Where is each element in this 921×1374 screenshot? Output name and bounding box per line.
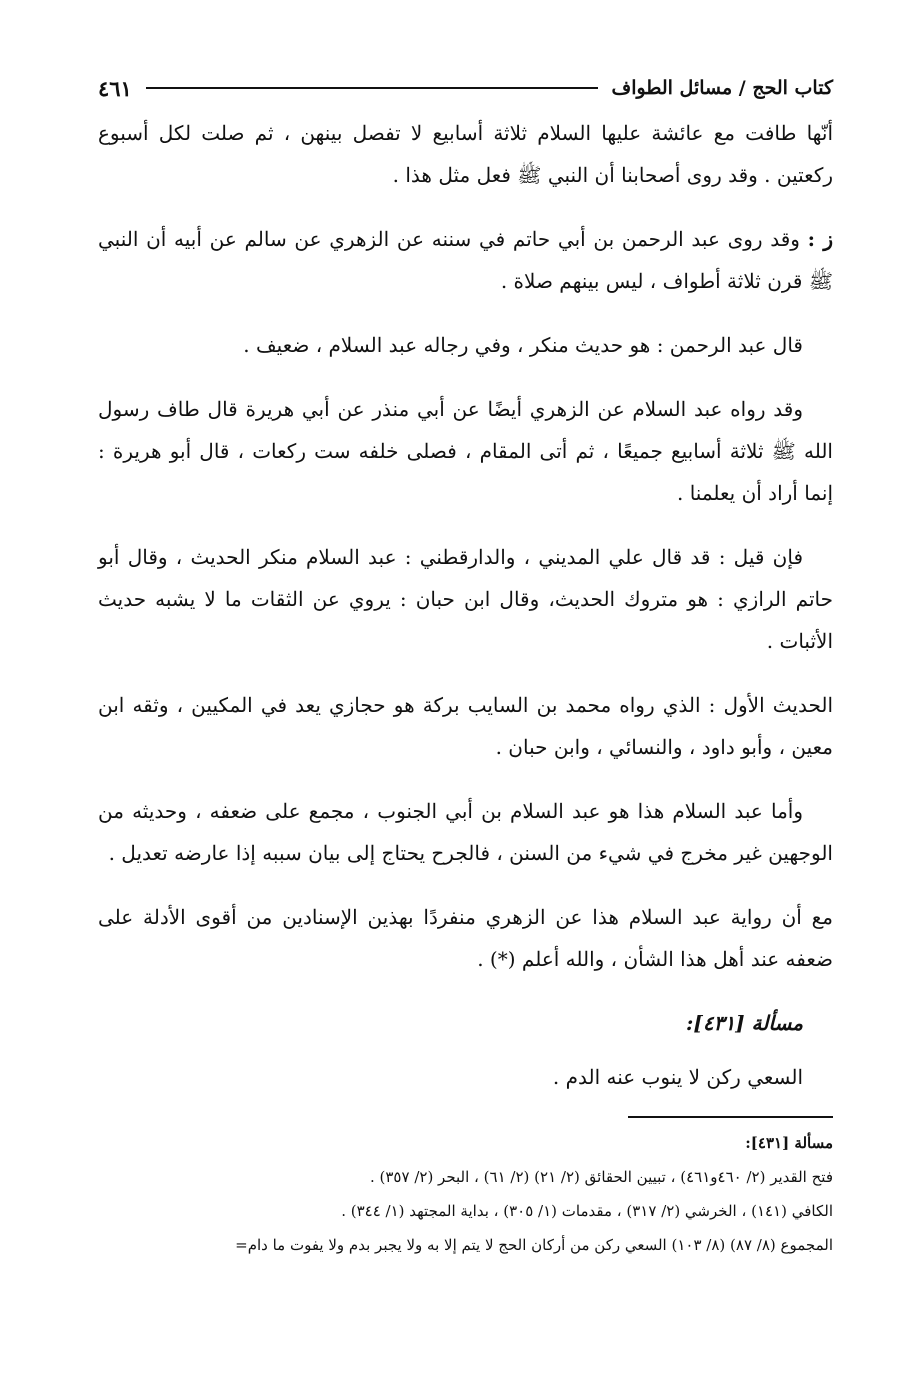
footnote-line: المجموع (٨/ ٨٧) (٨/ ١٠٣) السعي ركن من أركان الحج لا يتم إلا به ولا يجبر بدم ولا يفوت ما دام= [235, 1236, 833, 1254]
paragraph-4 [98, 388, 833, 514]
paragraph-mark: ز : [807, 227, 833, 251]
footnote-separator [628, 1116, 833, 1118]
header-rule [146, 87, 598, 89]
footnotes [96, 1126, 833, 1262]
paragraph-8 [98, 896, 833, 980]
paragraph-2 [98, 218, 833, 302]
header-title: كتاب الحج / مسائل الطواف [611, 77, 833, 99]
paragraph-text: وقد رواه عبد السلام عن الزهري أيضًا عن أبي منذر عن أبي هريرة قال طاف رسول الله ﷺ ثلاثة أسابيع جميعًا ، ثم أتى المقام ، فصلى خلفه ست ركعات ، قال أبو هريرة : إنما أراد أن يعلمنا . [98, 397, 833, 505]
issue-heading: مسألة [٤٣١]: [686, 1011, 803, 1035]
paragraph-text: أنّها طافت مع عائشة عليها السلام ثلاثة أسابيع لا تفصل بينهن ، ثم صلت لكل أسبوع ركعتين . وقد روى أصحابنا أن النبي ﷺ فعل مثل هذا . [98, 121, 833, 187]
running-header [98, 72, 833, 104]
paragraph-text: مع أن رواية عبد السلام هذا عن الزهري منفردًا بهذين الإسنادين من أقوى الأدلة على ضعفه عند أهل هذا الشأن ، والله أعلم (*) . [98, 905, 833, 971]
paragraph-text: وأما عبد السلام هذا هو عبد السلام بن أبي الجنوب ، مجمع على ضعفه ، وحديثه من الوجهين غير مخرج في شيء من السنن ، فالجرح يحتاج إلى بيان سببه إذا عارضه تعديل . [98, 799, 833, 865]
footnote-line: فتح القدير (٢/ ٤٦٠و٤٦١) ، تبيين الحقائق (٢/ ٢١) (٢/ ٦١) ، البحر (٢/ ٣٥٧) . [369, 1168, 833, 1186]
page-number: ٤٦١ [98, 75, 132, 101]
paragraph-6 [98, 684, 833, 768]
paragraph-text: الحديث الأول : الذي رواه محمد بن السايب بركة هو حجازي يعد في المكيين ، وثقه ابن معين ، وأبو داود ، والنسائي ، وابن حبان . [98, 693, 833, 759]
paragraph-text: قال عبد الرحمن : هو حديث منكر ، وفي رجاله عبد السلام ، ضعيف . [243, 333, 803, 357]
paragraph-text: فإن قيل : قد قال علي المديني ، والدارقطني : عبد السلام منكر الحديث ، وقال أبو حاتم الرازي : هو متروك الحديث، وقال ابن حبان : يروي عن الثقات ما لا يشبه حديث الأثبات . [98, 545, 833, 653]
paragraph-3 [98, 324, 833, 366]
paragraph-text: وقد روى عبد الرحمن بن أبي حاتم في سننه عن الزهري عن سالم عن أبيه أن النبي ﷺ قرن ثلاثة أطواف ، ليس بينهم صلاة . [98, 227, 833, 293]
issue-text: السعي ركن لا ينوب عنه الدم . [552, 1065, 803, 1089]
paragraph-7 [98, 790, 833, 874]
main-text [98, 112, 833, 1098]
paragraph-5 [98, 536, 833, 662]
footnote-heading: مسألة [٤٣١]: [745, 1134, 833, 1152]
paragraph-1 [98, 112, 833, 196]
footnote-line: الكافي (١٤١) ، الخرشي (٢/ ٣١٧) ، مقدمات (١/ ٣٠٥) ، بداية المجتهد (١/ ٣٤٤) . [341, 1202, 833, 1220]
